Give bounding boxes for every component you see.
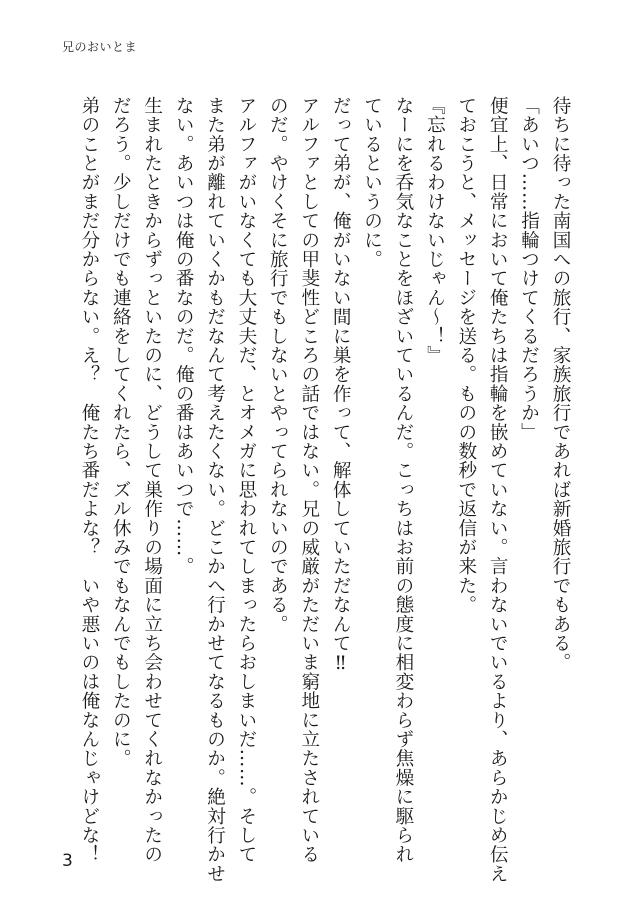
text-line: 便宜上、日常において俺たちは指輪を嵌めていない。言わないでいるより、あらかじめ伝え: [487, 96, 509, 884]
text-line: のだ。やけくそに旅行でもしないとやってられないのである。: [267, 96, 289, 634]
text-line: ているというのに。: [361, 96, 383, 269]
text-line: また弟が離れていくかもだなんて考えたくない。どこかへ行かせてなるものか。絶対行かせ: [204, 96, 226, 884]
page-number: 3: [62, 851, 73, 871]
text-line: アルファとしての甲斐性どころの話ではない。兄の威厳がただいま窮地に立たされている: [298, 96, 320, 864]
text-line: 『忘れるわけないじゃん～！』: [424, 96, 446, 365]
running-header-title: 兄のおいとま: [62, 40, 138, 54]
text-line: だろう。少しだけでも連絡をしてくれたら、ズル休みでもなんでもしたのに。: [110, 96, 132, 768]
text-line: 生まれたときからずっといたのに、どうして巣作りの場面に立ち会わせてくれなかったの: [141, 96, 163, 864]
text-line: 「あいつ……指輪つけてくるだろうか」: [518, 96, 540, 442]
text-line: 待ちに待った南国への旅行、家族旅行であれば新婚旅行でもある。: [550, 96, 571, 672]
text-line: ない。あいつは俺の番なのだ。俺の番はあいつで……。: [173, 96, 195, 576]
text-line: 弟のことがまだ分からない。え？ 俺たち番だよな？ いや悪いのは俺なんじゃけどな！: [78, 96, 100, 864]
text-line: アルファがいなくても大丈夫だ、とオメガに思われてしまったらおしまいだ……。そして: [235, 96, 257, 864]
text-line: だって弟が、俺がいない間に巣を作って、解体していただなんて‼: [330, 96, 352, 675]
body-text: [74, 96, 577, 884]
text-line: なーにを呑気なことをほざいているんだ。こっちはお前の態度に相変わらず焦燥に駆られ: [392, 96, 414, 864]
text-line: ておこうと、メッセージを送る。ものの数秒で返信が来た。: [455, 96, 477, 615]
